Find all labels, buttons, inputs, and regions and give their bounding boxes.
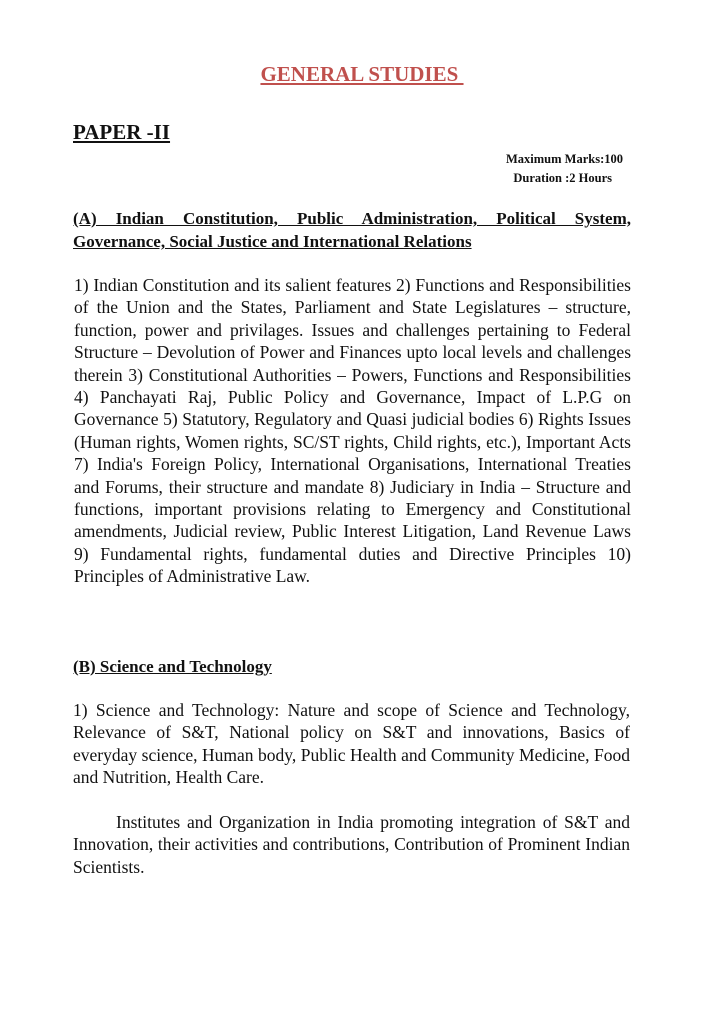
document-title: GENERAL STUDIES: [260, 62, 464, 86]
duration: Duration :2 Hours: [513, 171, 612, 185]
section-b-heading: (B) Science and Technology: [73, 657, 272, 676]
section-a-paragraph: 1) Indian Constitution and its salient features 2) Functions and Responsibilities of the Union and the States, Parliament and State Legislatures – structure, function, power and privilages. Issues and challenges pertaining to Federal Structure – Devolution of Power and Finances upto local levels and challenges therein 3) Constitutional Authorities – Powers, Functions and Responsibilities 4) Panchayati Raj, Public Policy and Governance, Impact of L.P.G on Governance 5) Statutory, Regulatory and Quasi judicial bodies 6) Rights Issues (Human rights, Women rights, SC/ST rights, Child rights, etc.), Important Acts 7) India's Foreign Policy, International Organisations, International Treaties and Forums, their structure and mandate 8) Judiciary in India – Structure and functions, important provisions relating to Emergency and Constitutional amendments, Judicial review, Public Interest Litigation, Land Revenue Laws 9) Fundamental rights, fundamental duties and Directive Principles 10) Principles of Administrative Law.: [74, 275, 631, 587]
section-b-paragraph-1: 1) Science and Technology: Nature and scope of Science and Technology, Relevance of S&T, National policy on S&T and innovations, Basics of everyday science, Human body, Public Health and Community Medicine, Food and Nutrition, Health Care.: [73, 700, 630, 788]
section-a-heading: (A) Indian Constitution, Public Administration, Political System, Governance, Social Justice and International Relations: [73, 209, 631, 251]
section-b-paragraph-2: Institutes and Organization in India promoting integration of S&T and Innovation, their activities and contributions, Contribution of Prominent Indian Scientists.: [73, 812, 630, 877]
paper-number: PAPER -II: [73, 120, 171, 144]
exam-info: [506, 150, 623, 188]
maximum-marks: Maximum Marks:100: [506, 152, 623, 166]
